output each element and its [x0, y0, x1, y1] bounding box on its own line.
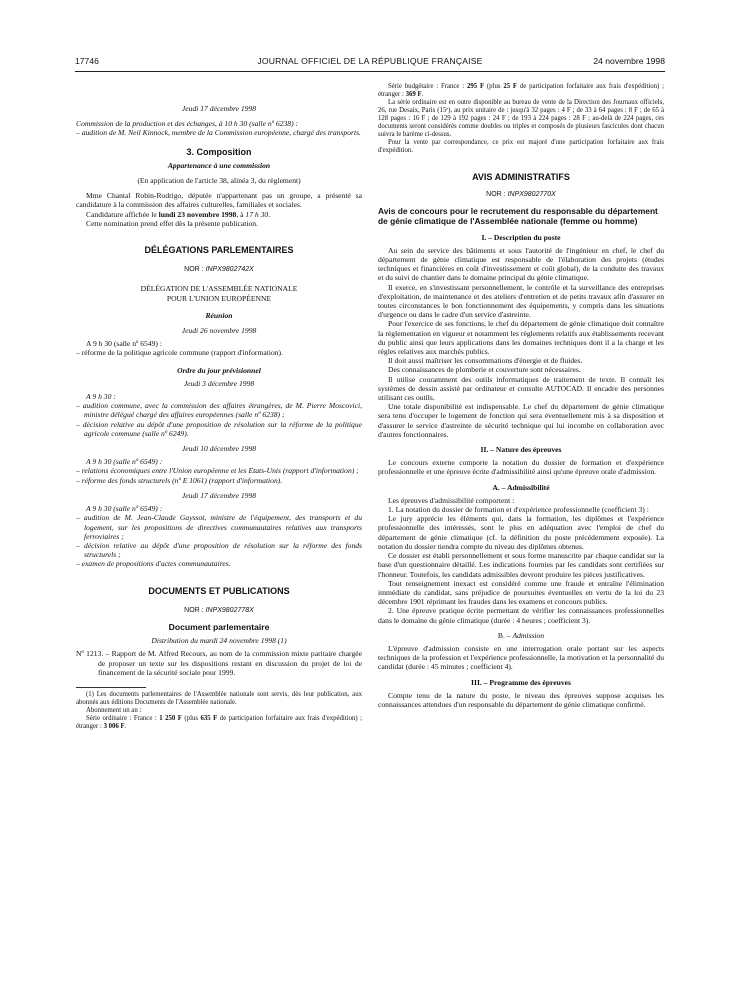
footnote: (1) Les documents parlementaires de l'Assemblée nationale sont servis, dès leur publication, aux abonnés aux éditions Documents de l'Assemblée nationale. — [76, 690, 362, 706]
date-heading: Jeudi 17 décembre 1998 — [181, 490, 257, 500]
paragraph: Ce dossier est établi personnellement et sous forme manuscrite par chaque candidat sur la base d'un questionnaire détaillé. Les indications fournies par les candidats sont certifiées sur l'honneur. Toutefois, les candidats admissibles devront produire les pièces justificatives. — [378, 551, 664, 579]
subsection-title: Appartenance à une commission — [167, 160, 271, 170]
agenda-item: – audition de M. Neil Kinnock, membre de la Commission européenne, chargé des transports. — [76, 128, 361, 138]
nor-reference: NOR : INPX9802778X — [184, 606, 254, 614]
footnote: Abonnement un an : — [86, 706, 142, 714]
agenda-item: – décision relative au dépôt d'une proposition de résolution sur la réforme des fonds structurels ; — [76, 540, 362, 560]
section-title: III. – Programme des épreuves — [471, 677, 571, 687]
paragraph: Les épreuves d'admissibilité comportent : — [388, 495, 515, 505]
section-title: DÉLÉGATIONS PARLEMENTAIRES — [144, 245, 294, 256]
right-column — [378, 83, 664, 709]
time-line: A 9 h 30 : — [86, 392, 116, 402]
page-number: 17746 — [75, 56, 99, 66]
paragraph: Il doit aussi maîtriser les consommations d'énergie et de fluides. — [388, 356, 583, 366]
footnote: La série ordinaire est en outre disponible au bureau de vente de la Direction des Journaux officiels, 26, rue Desaix, Paris (15ᵉ), au prix unitaire de : jusqu'à 32 pages : 4 F ; de 33 à 64 pages : 8 F ; de 65 à 128 pages : 16 F ; de 129 à 192 pages : 24 F ; de 193 à 224 pages : 28 F ; au-delà de 224 pages, ces documents seront considérés comme doubles ou triples et composés de plusieurs fascicules dont chacun suivra le barème ci-dessus. — [378, 99, 664, 138]
paragraph: Une totale disponibilité est indispensable. Le chef du département de génie climatique sera tenu d'occuper le logement de fonction qui sera éventuellement mis à sa disposition et d'assurer le service d'astreinte de sécurité technique qui lui incombe en collaboration avec d'autres fonctionnaires. — [378, 402, 664, 439]
section-title: 3. Composition — [186, 146, 252, 157]
date-heading: Jeudi 10 décembre 1998 — [181, 444, 257, 454]
subsection-title: Document parlementaire — [168, 621, 270, 632]
date-heading: Jeudi 3 décembre 1998 — [183, 378, 255, 388]
notice-heading: Avis de concours pour le recrutement du responsable du département de génie climatique de l'Assemblée nationale (femme ou homme) — [378, 206, 658, 226]
footnote: Série ordinaire : France : 1 250 F (plus 635 F de participation forfaitaire aux frais d'expédition) ; étranger : 3 006 F. — [76, 714, 363, 730]
paragraph: 2. Une épreuve pratique écrite permettant de vérifier les connaissances professionnelles dans le domaine du génie climatique (durée : 4 heures ; coefficient 3). — [378, 606, 664, 625]
paragraph: Le concours externe comporte la notation du dossier de formation et d'expérience professionnelle et une épreuve écrite d'admissibilité ainsi qu'une épreuve orale d'admission. — [378, 458, 664, 477]
paragraph: Cette nomination prend effet dès la présente publication. — [86, 218, 258, 228]
paragraph: 1. La notation du dossier de formation et d'expérience professionnelle (coefficient 3) : — [388, 505, 649, 515]
paragraph: Tout renseignement inexact est considéré comme une fraude et entraîne l'élimination immédiate du candidat, sans préjudice de poursuites éventuelles en vertu de la loi du 23 décembre 1901 réprimant les fraudes dans les examens et concours publics. — [378, 578, 664, 607]
subsection-title: Ordre du jour prévisionnel — [177, 365, 261, 375]
agenda-item: – réforme des fonds structurels (nº E 1061) (rapport d'information). — [76, 475, 283, 485]
agenda-item: – audition de M. Jean-Claude Gayssot, ministre de l'équipement, des transports et du logement, sur les propositions de directives communautaires relatives aux transports ferroviaires ; — [76, 513, 362, 541]
agenda-item: – examen de propositions d'actes communautaires. — [76, 559, 231, 569]
paragraph: Le jury apprécie les éléments qui, dans la formation, les diplômes et l'expérience professionnelle des intéressés, sont le plus en adéquation avec l'emploi de chef du département de génie climatique (cf. la définition du poste précédemment exposée). La notation du dossier tiendra compte du niveau des diplômes obtenus. — [378, 514, 664, 551]
footnote: Série budgétaire : France : 295 F (plus 25 F de participation forfaitaire aux frais d'expédition) ; étranger : 369 F. — [378, 83, 665, 98]
paragraph: Compte tenu de la nature du poste, le niveau des épreuves suppose acquises les connaissances attendues d'un responsable du département de génie climatique confirmé. — [378, 690, 664, 709]
date-heading: Jeudi 26 novembre 1998 — [181, 326, 257, 336]
footnote-rule — [76, 687, 146, 688]
section-title: B. – Admission — [497, 630, 545, 640]
time-line: A 9 h 30 (salle nº 6549) : — [86, 457, 163, 467]
paragraph: Pour l'exercice de ses fonctions, le chef du département de génie climatique doit connaître la réglementation en vigueur et notamment les règlements relatifs aux établissements recevant du public ainsi que leurs applications dans les domaines techniques dont il a la charge et les règles relatives aux marchés publics. — [378, 319, 664, 357]
section-title: II. – Nature des épreuves — [480, 445, 562, 455]
distribution-line: Distribution du mardi 24 novembre 1998 (1) — [151, 636, 287, 646]
paragraph: L'épreuve d'admission consiste en une interrogation orale portant sur les aspects techniques de la profession et l'expérience professionnelle, la motivation et la personnalité du candidat (durée : 45 minutes ; coefficient 4). — [378, 643, 664, 672]
nor-reference: NOR : INPX9802770X — [486, 191, 556, 199]
section-title: DOCUMENTS ET PUBLICATIONS — [148, 585, 290, 596]
paragraph: Mme Chantal Robin-Rodrigo, députée n'appartenant pas un groupe, a présenté sa candidature à la commission des affaires culturelles, familiales et sociales. — [76, 191, 362, 210]
commission-line: Commission de la production et des échanges, à 10 h 30 (salle nº 6238) : — [76, 119, 299, 129]
page-header — [75, 56, 665, 70]
time-line: A 9 h 30 (salle nº 6549) : — [86, 504, 163, 514]
paragraph: Au sein du service des bâtiments et sous l'autorité de l'ingénieur en chef, le chef du département de génie climatique est responsable de l'élaboration des projets (études techniques et financières en coût d'investissement et coût global), de la conduite des travaux et du suivi de chantier dans le domaine principal du génie climatique. — [378, 245, 664, 283]
candidature-line: Candidature affichée le lundi 23 novembre 1998, à 17 h 30. — [86, 209, 271, 219]
section-title: AVIS ADMINISTRATIFS — [472, 172, 570, 182]
subsection-title: Réunion — [205, 310, 233, 320]
agenda-item: – réforme de la politique agricole commune (rapport d'information). — [76, 348, 283, 358]
agenda-item: – décision relative au dépôt d'une proposition de résolution sur la réforme de la politique agricole commune (salle nº 6249). — [76, 419, 362, 438]
header-rule — [75, 71, 665, 72]
issue-date: 24 novembre 1998 — [593, 56, 665, 66]
agenda-item: – audition commune, avec la commission des affaires étrangères, de M. Pierre Moscovici, ministre délégué chargé des affaires européennes (salle nº 6238) ; — [76, 401, 362, 420]
document-entry: Nº 1213. – Rapport de M. Alfred Recours, au nom de la commission mixte paritaire chargée de proposer un texte sur les dispositions restant en discussion du projet de loi de financement de la sécurité sociale pour 1999. — [76, 649, 362, 677]
application-note: (En application de l'article 38, alinéa 3, du règlement) — [137, 176, 301, 186]
agenda-item: – relations économiques entre l'Union européenne et les Etats-Unis (rapport d'information) ; — [76, 466, 359, 476]
paragraph: Il exerce, en s'investissant personnellement, le contrôle et la surveillance des entreprises d'exploitation, de maintenance et des ateliers d'entretien et de petits travaux afin d'assurer en toutes circonstances le bon fonctionnement des équipements, y compris dans les situations d'urgence ou dans le cadre d'un service d'astreinte. — [378, 282, 664, 320]
paragraph: Il utilise couramment des outils informatiques de traitement de texte. Il connaît les systèmes de dessin assisté par ordinateur et consulte AUTOCAD. Il encadre des personnes utilisant ces outils. — [378, 374, 664, 403]
section-title: I. – Description du poste — [481, 232, 561, 242]
delegation-name: POUR L'UNION EUROPÉENNE — [166, 293, 272, 303]
journal-title: JOURNAL OFFICIEL DE LA RÉPUBLIQUE FRANÇAISE — [257, 56, 483, 66]
section-title: A. – Admissibilité — [492, 482, 550, 492]
footnote: Pour la vente par correspondance, ce prix est majoré d'une participation forfaitaire aux frais d'expédition. — [378, 139, 664, 154]
nor-reference: NOR : INPX9802742X — [184, 266, 254, 274]
paragraph: Des connaissances de plomberie et couverture sont nécessaires. — [388, 365, 581, 375]
date-heading: Jeudi 17 décembre 1998 — [181, 104, 257, 113]
delegation-name: DÉLÉGATION DE L'ASSEMBLÉE NATIONALE — [140, 284, 298, 294]
left-column — [76, 104, 362, 731]
time-line: A 9 h 30 (salle nº 6549) : — [86, 339, 162, 349]
